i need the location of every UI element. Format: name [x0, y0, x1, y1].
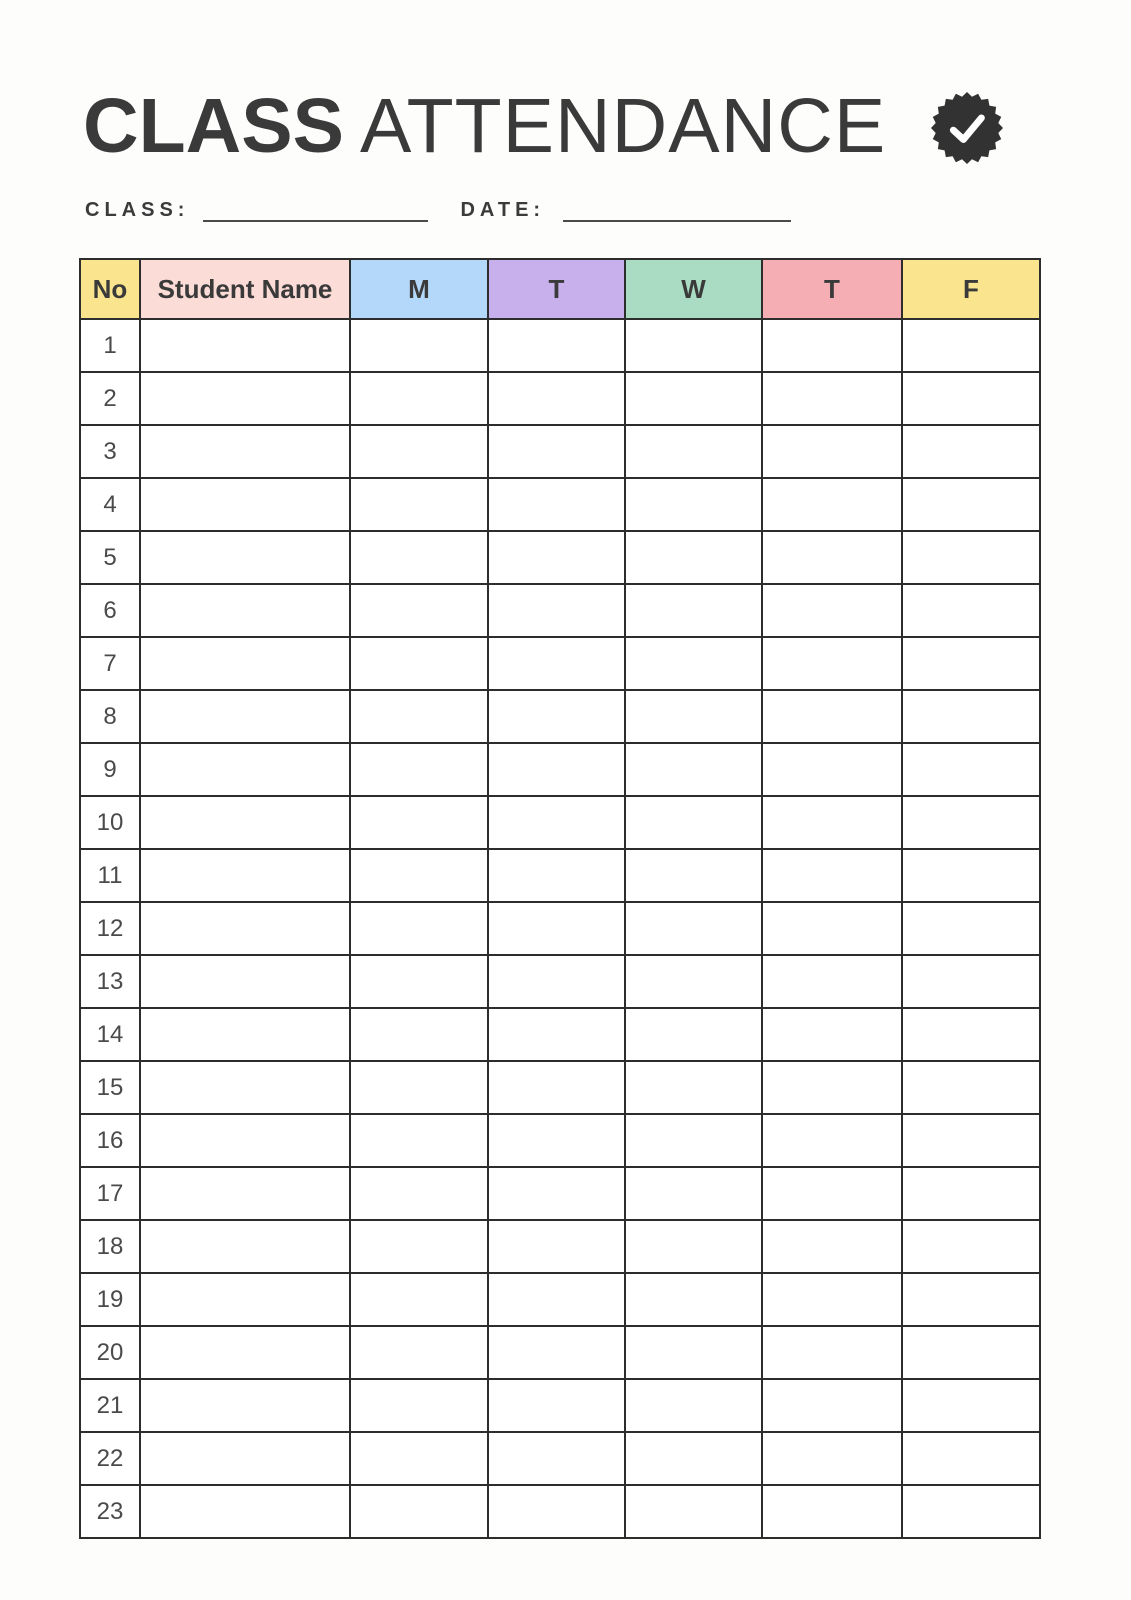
attendance-cell-thursday[interactable]	[762, 425, 902, 478]
row-number-cell: 20	[80, 1326, 140, 1379]
attendance-cell-monday[interactable]	[350, 425, 488, 478]
table-row	[80, 849, 1040, 902]
attendance-cell-wednesday[interactable]	[625, 1379, 762, 1432]
table-row	[80, 531, 1040, 584]
attendance-cell-tuesday[interactable]	[488, 796, 625, 849]
row-number-cell: 21	[80, 1379, 140, 1432]
attendance-cell-monday[interactable]	[350, 531, 488, 584]
table-row	[80, 1220, 1040, 1273]
attendance-cell-student-name[interactable]	[140, 584, 350, 637]
table-row	[80, 1326, 1040, 1379]
attendance-cell-student-name[interactable]	[140, 1379, 350, 1432]
attendance-cell-wednesday[interactable]	[625, 796, 762, 849]
attendance-cell-monday[interactable]	[350, 1008, 488, 1061]
attendance-cell-friday[interactable]	[902, 1432, 1040, 1485]
attendance-cell-tuesday[interactable]	[488, 1061, 625, 1114]
attendance-cell-monday[interactable]	[350, 1167, 488, 1220]
attendance-cell-thursday[interactable]	[762, 849, 902, 902]
attendance-cell-wednesday[interactable]	[625, 849, 762, 902]
attendance-cell-wednesday[interactable]	[625, 1008, 762, 1061]
attendance-cell-monday[interactable]	[350, 902, 488, 955]
attendance-cell-tuesday[interactable]	[488, 1114, 625, 1167]
attendance-cell-monday[interactable]	[350, 478, 488, 531]
attendance-cell-student-name[interactable]	[140, 637, 350, 690]
attendance-cell-tuesday[interactable]	[488, 584, 625, 637]
attendance-cell-monday[interactable]	[350, 1485, 488, 1538]
table-row	[80, 1114, 1040, 1167]
header-cell-friday: F	[902, 259, 1040, 319]
attendance-cell-tuesday[interactable]	[488, 1432, 625, 1485]
attendance-cell-student-name[interactable]	[140, 796, 350, 849]
table-row	[80, 955, 1040, 1008]
row-number-cell: 7	[80, 637, 140, 690]
table-row	[80, 1379, 1040, 1432]
table-row	[80, 1485, 1040, 1538]
attendance-cell-thursday[interactable]	[762, 1379, 902, 1432]
attendance-cell-thursday[interactable]	[762, 1061, 902, 1114]
attendance-cell-friday[interactable]	[902, 319, 1040, 372]
attendance-cell-wednesday[interactable]	[625, 902, 762, 955]
attendance-cell-wednesday[interactable]	[625, 425, 762, 478]
attendance-cell-student-name[interactable]	[140, 478, 350, 531]
attendance-cell-wednesday[interactable]	[625, 319, 762, 372]
row-number-cell: 5	[80, 531, 140, 584]
attendance-cell-thursday[interactable]	[762, 1114, 902, 1167]
table-row	[80, 637, 1040, 690]
table-row	[80, 372, 1040, 425]
attendance-cell-friday[interactable]	[902, 637, 1040, 690]
attendance-cell-wednesday[interactable]	[625, 1167, 762, 1220]
attendance-cell-friday[interactable]	[902, 531, 1040, 584]
attendance-cell-wednesday[interactable]	[625, 1485, 762, 1538]
attendance-cell-thursday[interactable]	[762, 372, 902, 425]
attendance-cell-thursday[interactable]	[762, 637, 902, 690]
attendance-cell-thursday[interactable]	[762, 584, 902, 637]
table-row	[80, 1432, 1040, 1485]
attendance-cell-student-name[interactable]	[140, 319, 350, 372]
attendance-cell-tuesday[interactable]	[488, 319, 625, 372]
row-number-cell: 22	[80, 1432, 140, 1485]
attendance-cell-tuesday[interactable]	[488, 1485, 625, 1538]
attendance-cell-student-name[interactable]	[140, 1167, 350, 1220]
attendance-cell-wednesday[interactable]	[625, 478, 762, 531]
attendance-cell-tuesday[interactable]	[488, 690, 625, 743]
header-cell-thursday: T	[762, 259, 902, 319]
attendance-cell-friday[interactable]	[902, 1273, 1040, 1326]
attendance-cell-student-name[interactable]	[140, 1220, 350, 1273]
attendance-cell-monday[interactable]	[350, 1432, 488, 1485]
attendance-cell-student-name[interactable]	[140, 743, 350, 796]
attendance-cell-student-name[interactable]	[140, 1432, 350, 1485]
row-number-cell: 3	[80, 425, 140, 478]
table-body	[80, 319, 1040, 1538]
attendance-cell-thursday[interactable]	[762, 531, 902, 584]
attendance-cell-student-name[interactable]	[140, 531, 350, 584]
attendance-cell-thursday[interactable]	[762, 690, 902, 743]
attendance-cell-tuesday[interactable]	[488, 955, 625, 1008]
attendance-cell-thursday[interactable]	[762, 1485, 902, 1538]
attendance-cell-student-name[interactable]	[140, 1114, 350, 1167]
attendance-cell-friday[interactable]	[902, 372, 1040, 425]
table-row	[80, 690, 1040, 743]
row-number-cell: 23	[80, 1485, 140, 1538]
attendance-cell-monday[interactable]	[350, 1379, 488, 1432]
attendance-cell-tuesday[interactable]	[488, 372, 625, 425]
attendance-cell-tuesday[interactable]	[488, 1220, 625, 1273]
attendance-cell-thursday[interactable]	[762, 478, 902, 531]
row-number-cell: 15	[80, 1061, 140, 1114]
attendance-cell-student-name[interactable]	[140, 372, 350, 425]
attendance-cell-monday[interactable]	[350, 690, 488, 743]
attendance-cell-monday[interactable]	[350, 1114, 488, 1167]
attendance-cell-wednesday[interactable]	[625, 584, 762, 637]
row-number-cell: 11	[80, 849, 140, 902]
table-row	[80, 1008, 1040, 1061]
class-date-form	[85, 198, 791, 222]
table-row	[80, 902, 1040, 955]
attendance-cell-tuesday[interactable]	[488, 1379, 625, 1432]
attendance-cell-friday[interactable]	[902, 1326, 1040, 1379]
row-number-cell: 18	[80, 1220, 140, 1273]
attendance-cell-friday[interactable]	[902, 1220, 1040, 1273]
attendance-cell-tuesday[interactable]	[488, 1008, 625, 1061]
attendance-cell-friday[interactable]	[902, 796, 1040, 849]
attendance-cell-thursday[interactable]	[762, 1167, 902, 1220]
attendance-cell-thursday[interactable]	[762, 1432, 902, 1485]
attendance-cell-tuesday[interactable]	[488, 531, 625, 584]
attendance-cell-tuesday[interactable]	[488, 849, 625, 902]
attendance-cell-tuesday[interactable]	[488, 743, 625, 796]
attendance-cell-thursday[interactable]	[762, 955, 902, 1008]
row-number-cell: 14	[80, 1008, 140, 1061]
attendance-cell-thursday[interactable]	[762, 743, 902, 796]
check-seal-icon	[931, 92, 1003, 164]
row-number-cell: 9	[80, 743, 140, 796]
attendance-cell-wednesday[interactable]	[625, 743, 762, 796]
class-input-line[interactable]	[203, 198, 428, 222]
attendance-cell-student-name[interactable]	[140, 849, 350, 902]
attendance-cell-thursday[interactable]	[762, 1008, 902, 1061]
header-cell-tuesday: T	[488, 259, 625, 319]
attendance-cell-friday[interactable]	[902, 902, 1040, 955]
attendance-cell-wednesday[interactable]	[625, 690, 762, 743]
attendance-cell-student-name[interactable]	[140, 955, 350, 1008]
table-row	[80, 319, 1040, 372]
row-number-cell: 2	[80, 372, 140, 425]
attendance-cell-wednesday[interactable]	[625, 1326, 762, 1379]
attendance-cell-student-name[interactable]	[140, 1008, 350, 1061]
attendance-cell-monday[interactable]	[350, 372, 488, 425]
row-number-cell: 19	[80, 1273, 140, 1326]
attendance-cell-student-name[interactable]	[140, 1061, 350, 1114]
attendance-cell-monday[interactable]	[350, 796, 488, 849]
attendance-cell-tuesday[interactable]	[488, 637, 625, 690]
row-number-cell: 17	[80, 1167, 140, 1220]
attendance-cell-monday[interactable]	[350, 849, 488, 902]
attendance-cell-wednesday[interactable]	[625, 1220, 762, 1273]
attendance-cell-friday[interactable]	[902, 1061, 1040, 1114]
attendance-cell-student-name[interactable]	[140, 1326, 350, 1379]
attendance-table	[79, 258, 1041, 1539]
attendance-cell-tuesday[interactable]	[488, 478, 625, 531]
attendance-cell-friday[interactable]	[902, 1379, 1040, 1432]
attendance-cell-friday[interactable]	[902, 584, 1040, 637]
page-title-bold: CLASS	[83, 83, 344, 169]
attendance-cell-thursday[interactable]	[762, 902, 902, 955]
attendance-cell-friday[interactable]	[902, 425, 1040, 478]
table-row	[80, 584, 1040, 637]
attendance-cell-friday[interactable]	[902, 478, 1040, 531]
page-title-light: ATTENDANCE	[359, 83, 887, 169]
class-label: CLASS:	[85, 199, 190, 221]
table-row	[80, 1167, 1040, 1220]
attendance-cell-tuesday[interactable]	[488, 1326, 625, 1379]
attendance-cell-friday[interactable]	[902, 849, 1040, 902]
attendance-cell-tuesday[interactable]	[488, 1167, 625, 1220]
table-row	[80, 1061, 1040, 1114]
attendance-cell-tuesday[interactable]	[488, 425, 625, 478]
attendance-cell-student-name[interactable]	[140, 902, 350, 955]
attendance-cell-wednesday[interactable]	[625, 1061, 762, 1114]
attendance-cell-student-name[interactable]	[140, 425, 350, 478]
table-row	[80, 743, 1040, 796]
attendance-cell-thursday[interactable]	[762, 319, 902, 372]
attendance-cell-thursday[interactable]	[762, 1220, 902, 1273]
attendance-cell-monday[interactable]	[350, 319, 488, 372]
attendance-cell-student-name[interactable]	[140, 1485, 350, 1538]
header-cell-wednesday: W	[625, 259, 762, 319]
attendance-cell-wednesday[interactable]	[625, 531, 762, 584]
attendance-cell-monday[interactable]	[350, 584, 488, 637]
row-number-cell: 12	[80, 902, 140, 955]
header-cell-monday: M	[350, 259, 488, 319]
attendance-cell-wednesday[interactable]	[625, 1114, 762, 1167]
row-number-cell: 1	[80, 319, 140, 372]
attendance-cell-wednesday[interactable]	[625, 955, 762, 1008]
attendance-cell-friday[interactable]	[902, 1167, 1040, 1220]
attendance-cell-student-name[interactable]	[140, 1273, 350, 1326]
attendance-cell-monday[interactable]	[350, 1220, 488, 1273]
attendance-cell-student-name[interactable]	[140, 690, 350, 743]
table-row	[80, 425, 1040, 478]
header-cell-no: No	[80, 259, 140, 319]
attendance-cell-friday[interactable]	[902, 955, 1040, 1008]
date-label: DATE:	[460, 199, 546, 221]
header-cell-student-name: Student Name	[140, 259, 350, 319]
row-number-cell: 13	[80, 955, 140, 1008]
table-row	[80, 1273, 1040, 1326]
attendance-cell-monday[interactable]	[350, 743, 488, 796]
table-row	[80, 478, 1040, 531]
attendance-cell-monday[interactable]	[350, 1273, 488, 1326]
attendance-cell-wednesday[interactable]	[625, 1273, 762, 1326]
page-title	[83, 83, 887, 169]
attendance-cell-monday[interactable]	[350, 1326, 488, 1379]
table-header-row	[80, 259, 1040, 319]
attendance-cell-friday[interactable]	[902, 1008, 1040, 1061]
row-number-cell: 4	[80, 478, 140, 531]
attendance-cell-monday[interactable]	[350, 955, 488, 1008]
attendance-cell-wednesday[interactable]	[625, 637, 762, 690]
attendance-cell-friday[interactable]	[902, 1114, 1040, 1167]
attendance-cell-thursday[interactable]	[762, 796, 902, 849]
attendance-cell-wednesday[interactable]	[625, 372, 762, 425]
attendance-cell-monday[interactable]	[350, 1061, 488, 1114]
attendance-cell-friday[interactable]	[902, 743, 1040, 796]
attendance-cell-friday[interactable]	[902, 1485, 1040, 1538]
table-row	[80, 796, 1040, 849]
row-number-cell: 16	[80, 1114, 140, 1167]
attendance-cell-monday[interactable]	[350, 637, 488, 690]
attendance-cell-thursday[interactable]	[762, 1273, 902, 1326]
date-input-line[interactable]	[563, 198, 791, 222]
row-number-cell: 6	[80, 584, 140, 637]
attendance-cell-wednesday[interactable]	[625, 1432, 762, 1485]
attendance-cell-friday[interactable]	[902, 690, 1040, 743]
attendance-cell-tuesday[interactable]	[488, 902, 625, 955]
row-number-cell: 10	[80, 796, 140, 849]
attendance-cell-thursday[interactable]	[762, 1326, 902, 1379]
row-number-cell: 8	[80, 690, 140, 743]
attendance-cell-tuesday[interactable]	[488, 1273, 625, 1326]
